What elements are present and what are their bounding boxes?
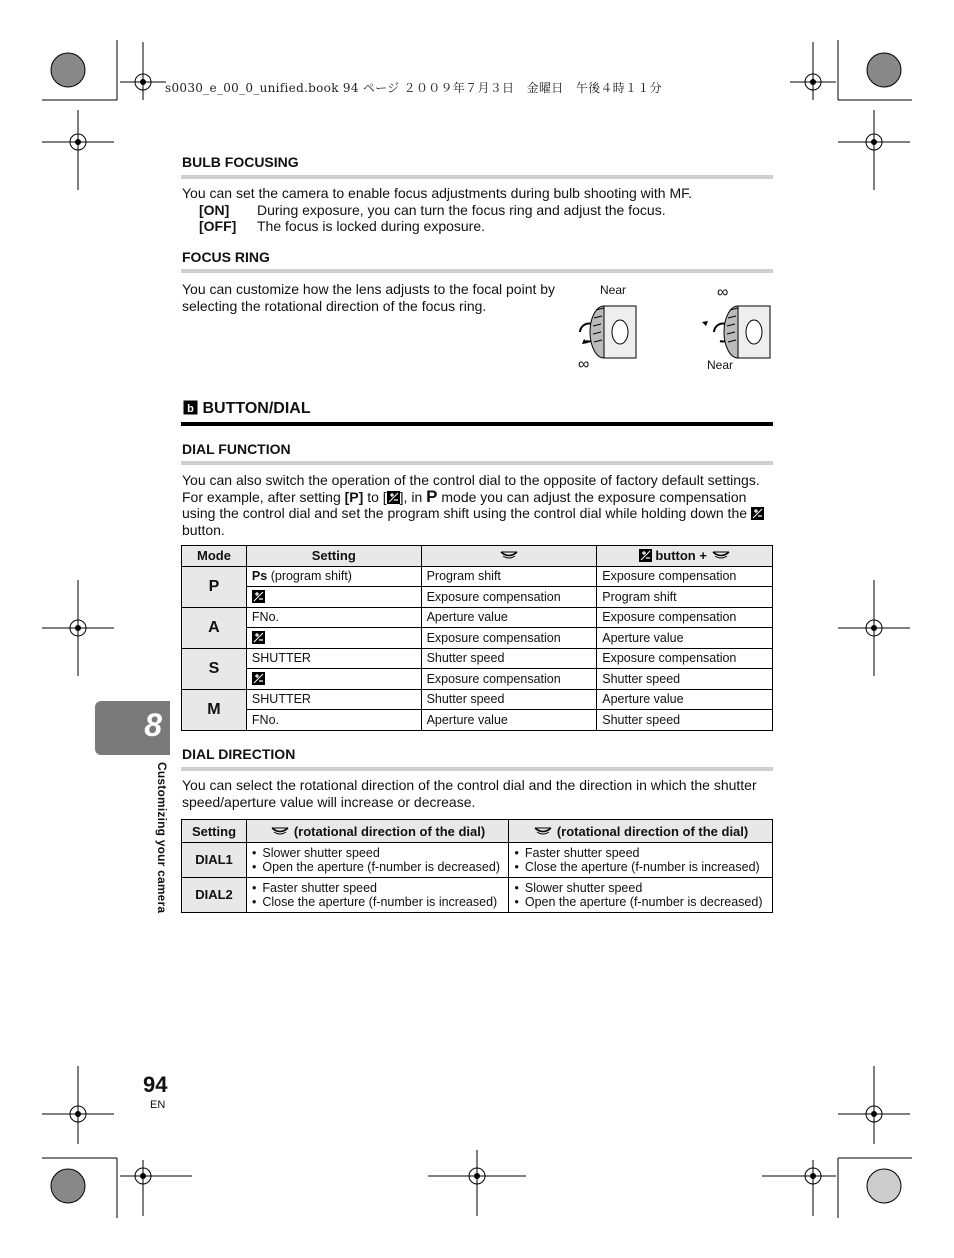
dial-cell: Aperture value [421,607,597,628]
table-row [182,607,773,628]
list-item: • Slower shutter speed [252,846,504,860]
exposure-comp-icon [252,590,265,603]
bulb-focusing-title: BULB FOCUSING [182,154,299,170]
setting-cell: DIAL1 [182,843,247,878]
option-key: [OFF] [199,218,237,234]
dial-direction-title: DIAL DIRECTION [182,746,296,762]
focus-ring-figure [560,282,774,374]
exposure-comp-icon [252,631,265,644]
lens-illustration-right [694,296,774,362]
language-code: EN [150,1099,166,1111]
exposure-comp-icon [751,507,764,520]
button-dial-cell: Program shift [597,587,773,608]
mode-cell: M [182,689,247,730]
section-rule [181,767,773,771]
section-rule [181,461,773,465]
header-mode: Mode [182,546,247,567]
direction-cell [246,878,509,913]
focus-ring-title: FOCUS RING [182,249,270,265]
button-dial-title: BUTTON/DIAL [202,400,311,417]
setting-cell [246,566,421,587]
dial-icon [499,550,519,560]
list-item: • Close the aperture (f-number is increased) [514,860,767,874]
exposure-comp-icon [639,549,652,562]
dial-cell: Exposure compensation [421,669,597,690]
mode-cell: S [182,648,247,689]
near-label: Near [600,283,627,297]
setting-note: (program shift) [270,569,352,584]
infinity-label: ∞ [578,356,590,373]
button-dial-cell: Exposure compensation [597,566,773,587]
table-row [182,710,773,731]
custom-menu-icon [183,400,198,415]
setting-cell [246,628,421,649]
table-row [182,878,773,913]
table-row [182,689,773,710]
list-item: • Open the aperture (f-number is decreased) [514,895,767,909]
direction-cell [509,878,773,913]
setting-cell: SHUTTER [246,689,421,710]
setting-cell [246,587,421,608]
header-dial-direction-2 [509,820,773,843]
page-number: 94 [143,1072,168,1097]
table-header-row [182,820,773,843]
header-dial-direction-1 [246,820,509,843]
print-header: s0030_e_00_0_unified.book 94 ページ ２００９年７月３日 金曜日 午後４時１１分 [165,81,662,95]
focus-ring-text: You can customize how the lens adjusts to the focal point by selecting the rotational direction of the focus ring. [182,281,556,314]
text-run: For example, after setting [182,488,345,505]
dial-cell: Aperture value [421,710,597,731]
text-run: [P] [344,488,364,505]
heavy-rule [181,422,773,426]
option-desc: The focus is locked during exposure. [257,218,486,234]
option-desc: During exposure, you can turn the focus ring and adjust the focus. [257,202,666,218]
option-off [199,218,485,234]
direction-cell [246,843,509,878]
button-dial-heading [183,400,311,418]
header-label: button + [655,548,707,564]
chapter-side-label: Customizing your camera [155,762,169,914]
button-dial-cell: Aperture value [597,689,773,710]
dial-direction-text: You can select the rotational direction of the control dial and the direction in which the shutter speed/aperture value will increase or decrease. [182,777,757,810]
exposure-comp-icon [252,672,265,685]
setting-cell [246,669,421,690]
direction-cell [509,843,773,878]
option-on [199,202,666,218]
option-key: [ON] [199,202,230,218]
table-row [182,648,773,669]
text-run: button. [182,521,225,538]
table-row [182,628,773,649]
bulb-focusing-intro: You can set the camera to enable focus adjustments during bulb shooting with MF. [182,185,693,201]
header-setting: Setting [246,546,421,567]
infinity-label: ∞ [717,284,729,301]
setting-cell: SHUTTER [246,648,421,669]
dial-icon [270,826,290,836]
section-rule [181,269,773,273]
table-header-row [182,546,773,567]
setting-cell: DIAL2 [182,878,247,913]
dial-function-p1: You can also switch the operation of the control dial to the opposite of factory default settings. [182,472,760,488]
list-item: • Faster shutter speed [514,846,767,860]
exposure-comp-icon [387,491,400,504]
button-dial-cell: Aperture value [597,628,773,649]
dial-cell: Shutter speed [421,689,597,710]
lens-illustration-left [560,296,640,362]
dial-cell: Exposure compensation [421,628,597,649]
dial-direction-table [181,819,773,913]
text-run: mode you can adjust the exposure compensation using the control dial and set the program shift using the control dial while holding down the [182,488,751,521]
button-dial-cell: Exposure compensation [597,607,773,628]
text-run: P [426,486,438,506]
table-row [182,566,773,587]
setting-value: Ps [251,569,268,584]
dial-cell: Shutter speed [421,648,597,669]
dial-cell: Exposure compensation [421,587,597,608]
dial-function-text [182,472,774,538]
button-dial-cell: Shutter speed [597,710,773,731]
dial-function-table [181,545,773,731]
table-row [182,669,773,690]
chapter-tab [95,701,170,755]
chapter-number: 8 [144,707,162,743]
setting-cell: FNo. [246,710,421,731]
list-item: • Slower shutter speed [514,881,767,895]
dial-cell: Program shift [421,566,597,587]
text-run: ], in [399,488,427,505]
dial-icon [711,550,731,560]
button-dial-cell: Exposure compensation [597,648,773,669]
near-label: Near [707,358,734,372]
list-item: • Faster shutter speed [252,881,504,895]
svg-text:b: b [187,403,194,415]
text-run: to [ [363,488,387,505]
dial-function-title: DIAL FUNCTION [182,441,291,457]
setting-cell: FNo. [246,607,421,628]
list-item: • Open the aperture (f-number is decreased) [252,860,504,874]
list-item: • Close the aperture (f-number is increased) [252,895,504,909]
header-label: (rotational direction of the dial) [293,823,486,839]
button-dial-cell: Shutter speed [597,669,773,690]
header-setting: Setting [182,820,247,843]
section-rule [181,175,773,179]
dial-icon [533,826,553,836]
header-button-dial [597,546,773,567]
table-row [182,843,773,878]
mode-cell: A [182,607,247,648]
header-label: (rotational direction of the dial) [556,823,749,839]
table-row [182,587,773,608]
header-dial [421,546,597,567]
mode-cell: P [182,566,247,607]
